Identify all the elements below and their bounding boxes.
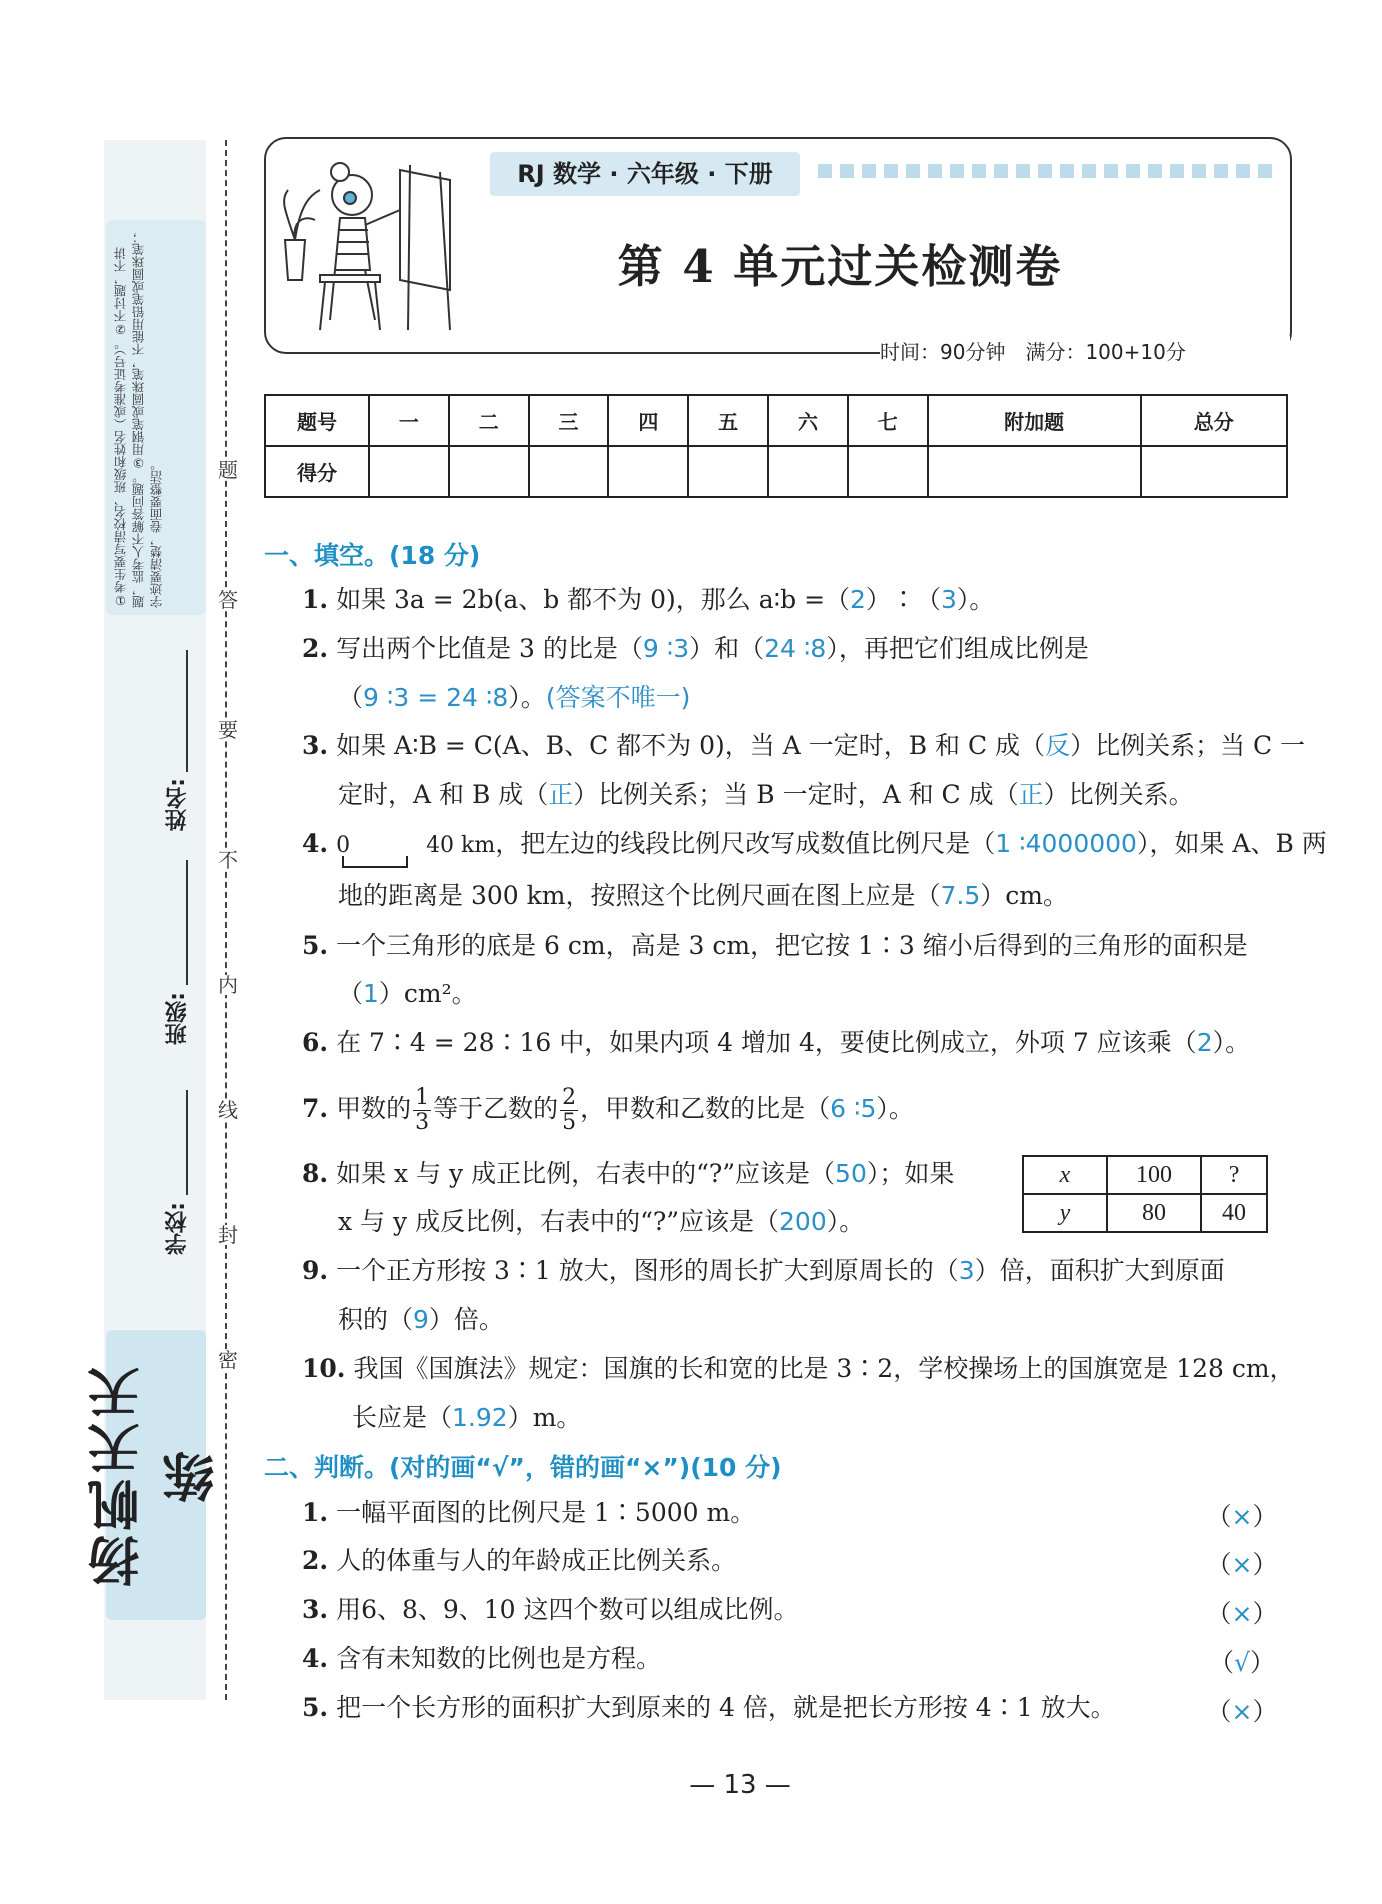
- answer[interactable]: 9: [413, 1305, 429, 1334]
- brand-logo: 扬帆天天练: [89, 1363, 224, 1587]
- question-2-line2: [338, 682, 1328, 714]
- question-text: 用6、8、9、10 这四个数可以组成比例。: [336, 1595, 799, 1624]
- question-number: 3.: [302, 1595, 329, 1624]
- answer[interactable]: 3: [940, 585, 957, 614]
- question-text: x 与 y 成反比例，右表中的“?”应该是（: [338, 1207, 780, 1236]
- deco-square: [1016, 164, 1030, 178]
- question-2: [302, 633, 1292, 665]
- question-text: （: [338, 979, 364, 1008]
- fraction-two-fifths: [560, 1086, 578, 1135]
- score-cell[interactable]: [768, 446, 848, 497]
- judge-answer[interactable]: （×）: [1206, 1599, 1278, 1628]
- question-text: ），如果 A、B 两: [1136, 829, 1327, 858]
- fraction-numerator: 1: [415, 1085, 430, 1110]
- seal-char: 不: [218, 848, 238, 872]
- judge-item: [302, 1594, 1182, 1626]
- deco-square: [972, 164, 986, 178]
- name-line[interactable]: [186, 650, 188, 772]
- deco-square: [994, 164, 1008, 178]
- question-text: ）比例关系；当 B 一定时，A 和 C 成（: [573, 780, 1019, 809]
- question-text: ）比例关系；当 C 一: [1070, 731, 1306, 760]
- exam-notes: ①考生要写清校名、班级和姓名（或准考证号）。②不讨题，不讲题，监考人不解答问题。③用钢笔或圆珠笔，不能用铅笔或圆珠笔；字迹要清楚，卷面要整洁。: [113, 230, 164, 608]
- question-7: [302, 1086, 1292, 1135]
- deco-square: [1192, 164, 1206, 178]
- deco-square: [1148, 164, 1162, 178]
- answer[interactable]: 200: [779, 1207, 827, 1236]
- question-text: ）。: [876, 1094, 914, 1123]
- page-title: 第 4 单元过关检测卷: [617, 240, 1063, 293]
- question-10: [302, 1353, 1295, 1385]
- question-number: 1.: [302, 585, 329, 614]
- score-header-cell: 四: [608, 395, 688, 446]
- judge-answer[interactable]: （×）: [1206, 1697, 1278, 1726]
- question-10-line2: [352, 1402, 1342, 1434]
- question-number: 5.: [302, 1693, 329, 1722]
- fraction-one-third: [413, 1086, 431, 1135]
- class-line[interactable]: [186, 860, 188, 985]
- question-text: 我国《国旗法》规定：国旗的长和宽的比是 3∶2，学校操场上的国旗宽是 128 cm，: [353, 1354, 1295, 1383]
- answer: ×: [1231, 1697, 1253, 1726]
- line-scale: [336, 828, 426, 862]
- question-4: [302, 828, 1327, 862]
- question-text: （: [338, 683, 364, 712]
- scale-bar: [342, 856, 408, 868]
- deco-square: [1236, 164, 1250, 178]
- grade-tag: RJ 数学 · 六年级 · 下册: [490, 152, 800, 196]
- score-header-cell: 三: [529, 395, 609, 446]
- answer[interactable]: 7.5: [940, 881, 981, 910]
- school-label: 学校:: [165, 1202, 190, 1255]
- fraction-numerator: 2: [562, 1085, 577, 1110]
- score-header-cell: 一: [369, 395, 449, 446]
- score-header-cell: 五: [688, 395, 768, 446]
- answer[interactable]: 2: [1196, 1028, 1213, 1057]
- question-text: ）；如果: [866, 1159, 955, 1188]
- question-8: [302, 1158, 1002, 1190]
- question-text: ）。: [826, 1207, 865, 1236]
- answer[interactable]: 50: [835, 1159, 867, 1188]
- score-row: [265, 446, 1287, 497]
- answer[interactable]: 6 ∶5: [830, 1094, 877, 1123]
- answer: √: [1234, 1648, 1250, 1677]
- score-header-cell: 总分: [1141, 395, 1287, 446]
- fraction-denominator: 3: [415, 1110, 430, 1135]
- deco-square: [906, 164, 920, 178]
- question-number: 3.: [302, 731, 329, 760]
- question-6: [302, 1027, 1292, 1059]
- section-title-fill: 一、填空。(18 分): [264, 541, 481, 570]
- answer-note: (答案不唯一): [545, 683, 691, 712]
- question-number: 8.: [302, 1159, 329, 1188]
- score-row-label: 得分: [265, 446, 369, 497]
- page-number: — 13 —: [689, 1770, 791, 1800]
- deco-square: [818, 164, 832, 178]
- question-text: ）cm²。: [378, 979, 477, 1008]
- question-number: 7.: [302, 1094, 329, 1123]
- deco-square: [1060, 164, 1074, 178]
- scale-zero: 0: [336, 833, 351, 858]
- question-text: ，把左边的线段比例尺改写成数值比例尺是（: [495, 829, 996, 858]
- question-number: 2.: [302, 634, 329, 663]
- question-4-line2: [338, 880, 1328, 912]
- seal-char: 线: [218, 1098, 238, 1122]
- question-text: 如果 x 与 y 成正比例，右表中的“?”应该是（: [336, 1159, 836, 1188]
- table-row: [1023, 1194, 1267, 1232]
- question-number: 5.: [302, 931, 329, 960]
- question-text: 把一个长方形的面积扩大到原来的 4 倍，就是把长方形按 4∶1 放大。: [336, 1693, 1116, 1722]
- question-number: 2.: [302, 1546, 329, 1575]
- judge-item: [302, 1545, 1182, 1577]
- deco-square: [1104, 164, 1118, 178]
- question-text: ）∶（: [865, 585, 941, 614]
- question-number: 6.: [302, 1028, 329, 1057]
- question-3: [302, 730, 1306, 762]
- question-3-line2: [338, 779, 1328, 811]
- score-cell[interactable]: [608, 446, 688, 497]
- deco-square: [884, 164, 898, 178]
- question-8-line2: [338, 1206, 1018, 1238]
- question-text: ）m。: [507, 1403, 582, 1432]
- answer: ×: [1231, 1550, 1253, 1579]
- deco-square: [1126, 164, 1140, 178]
- deco-square: [950, 164, 964, 178]
- score-header-row: [265, 395, 1287, 446]
- deco-square: [928, 164, 942, 178]
- judge-item: [302, 1692, 1182, 1724]
- answer[interactable]: 1 ∶4000000: [995, 829, 1137, 858]
- answer[interactable]: 24 ∶8: [764, 634, 827, 663]
- question-text: 长应是（: [352, 1403, 453, 1432]
- deco-square: [840, 164, 854, 178]
- table-cell: 40: [1201, 1194, 1267, 1232]
- answer[interactable]: 反: [1045, 731, 1071, 760]
- question-text: 写出两个比值是 3 的比是（: [336, 634, 643, 663]
- question-5-line2: [338, 978, 1328, 1010]
- table-cell: ?: [1201, 1156, 1267, 1194]
- seal-char: 内: [218, 973, 238, 997]
- table-cell: 80: [1107, 1194, 1201, 1232]
- xy-table: [1022, 1155, 1268, 1233]
- deco-square: [1082, 164, 1096, 178]
- question-text: ）比例关系。: [1043, 780, 1194, 809]
- question-number: 9.: [302, 1256, 329, 1285]
- judge-answer[interactable]: （×）: [1206, 1502, 1278, 1531]
- score-header-cell: 附加题: [928, 395, 1141, 446]
- score-cell[interactable]: [1141, 446, 1287, 497]
- question-text: 积的（: [338, 1305, 414, 1334]
- question-text: 人的体重与人的年龄成正比例关系。: [336, 1546, 737, 1575]
- time-score-info: 时间：90分钟 满分：100+10分: [880, 336, 1290, 365]
- question-text: 含有未知数的比例也是方程。: [336, 1644, 662, 1673]
- deco-square: [1214, 164, 1228, 178]
- judge-item: [302, 1643, 1182, 1675]
- question-text: ）倍，面积扩大到原面: [974, 1256, 1225, 1285]
- name-label: 姓名:: [165, 778, 190, 831]
- answer[interactable]: 9 ∶3: [642, 634, 690, 663]
- score-header-cell: 六: [768, 395, 848, 446]
- question-text: ）和（: [689, 634, 765, 663]
- fraction-denominator: 5: [562, 1110, 577, 1135]
- question-9: [302, 1255, 1292, 1287]
- score-cell[interactable]: [529, 446, 609, 497]
- class-label: 班级:: [165, 992, 190, 1045]
- question-text: ），再把它们组成比例是: [826, 634, 1089, 663]
- deco-square: [1038, 164, 1052, 178]
- seal-char: 封: [218, 1223, 238, 1247]
- table-cell: 100: [1107, 1156, 1201, 1194]
- painter-illustration: [280, 150, 460, 340]
- deco-square: [862, 164, 876, 178]
- section-title-judge: 二、判断。(对的画“√”，错的画“×”)(10 分): [264, 1453, 782, 1482]
- question-text: 一个三角形的底是 6 cm，高是 3 cm，把它按 1∶3 缩小后得到的三角形的面积是: [336, 931, 1248, 960]
- table-cell: x: [1023, 1156, 1107, 1194]
- scale-label: 40 km: [426, 833, 496, 858]
- score-table: [264, 394, 1288, 498]
- table-cell: y: [1023, 1194, 1107, 1232]
- question-text: ）cm。: [980, 881, 1068, 910]
- seal-char: 答: [218, 588, 238, 612]
- score-header-cell: 二: [449, 395, 529, 446]
- answer[interactable]: 1.92: [452, 1403, 508, 1432]
- question-text: ）。: [1212, 1028, 1251, 1057]
- answer[interactable]: 正: [1018, 780, 1044, 809]
- question-number: 10.: [302, 1354, 346, 1383]
- question-text: 等于乙数的: [433, 1094, 559, 1123]
- answer[interactable]: 2: [850, 585, 866, 614]
- table-row: [1023, 1156, 1267, 1194]
- question-number: 4.: [302, 1644, 329, 1673]
- school-line[interactable]: [186, 1090, 188, 1195]
- seal-char: 要: [218, 718, 238, 742]
- score-cell[interactable]: [928, 446, 1141, 497]
- score-header-cell: 题号: [265, 395, 369, 446]
- question-text: 如果 3a = 2b(a、b 都不为 0)，那么 a∶b =（: [336, 585, 851, 614]
- question-text: ）。: [508, 683, 546, 712]
- deco-square: [1170, 164, 1184, 178]
- score-cell[interactable]: [848, 446, 928, 497]
- question-number: 1.: [302, 1498, 329, 1527]
- answer[interactable]: 正: [548, 780, 574, 809]
- answer: ×: [1231, 1502, 1253, 1531]
- score-cell[interactable]: [449, 446, 529, 497]
- question-9-line2: [338, 1304, 1328, 1336]
- question-text: 一个正方形按 3∶1 放大，图形的周长扩大到原周长的（: [336, 1256, 959, 1285]
- judge-answer[interactable]: （×）: [1206, 1550, 1278, 1579]
- seal-char: 密: [218, 1348, 238, 1372]
- answer[interactable]: 1: [363, 979, 379, 1008]
- question-5: [302, 930, 1292, 962]
- deco-square: [1258, 164, 1272, 178]
- answer[interactable]: 3: [958, 1256, 975, 1285]
- question-number: 4.: [302, 829, 329, 858]
- question-text: 甲数的: [336, 1094, 412, 1123]
- seal-char: 题: [218, 458, 238, 482]
- judge-item: [302, 1497, 1182, 1529]
- question-text: ）倍。: [428, 1305, 504, 1334]
- judge-answer[interactable]: （√）: [1209, 1648, 1275, 1677]
- question-text: ，甲数和乙数的比是（: [580, 1094, 831, 1123]
- question-text: 定时，A 和 B 成（: [338, 780, 549, 809]
- score-header-cell: 七: [848, 395, 928, 446]
- question-text: 地的距离是 300 km，按照这个比例尺画在图上应是（: [338, 881, 941, 910]
- score-cell[interactable]: [369, 446, 449, 497]
- question-text: ）。: [956, 585, 995, 614]
- question-text: 一幅平面图的比例尺是 1∶5000 m。: [336, 1498, 756, 1527]
- answer: ×: [1231, 1599, 1253, 1628]
- question-text: 如果 A∶B = C(A、B、C 都不为 0)，当 A 一定时，B 和 C 成（: [336, 731, 1046, 760]
- answer[interactable]: 9 ∶3 = 24 ∶8: [363, 683, 509, 712]
- question-text: 在 7∶4 = 28∶16 中，如果内项 4 增加 4，要使比例成立，外项 7 应该乘（: [336, 1028, 1197, 1057]
- question-1: [302, 584, 1292, 616]
- score-cell[interactable]: [688, 446, 768, 497]
